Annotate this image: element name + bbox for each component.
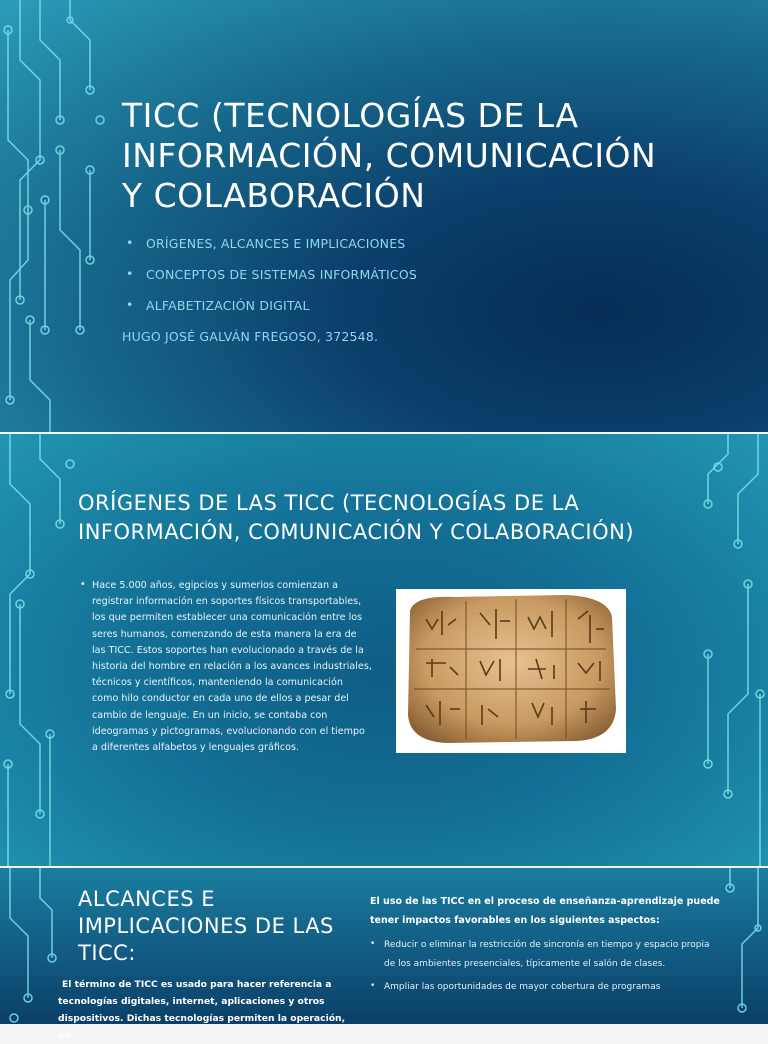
circuit-decoration-right xyxy=(718,868,768,1024)
circuit-decoration-left xyxy=(0,868,60,1024)
impact-list xyxy=(370,936,720,1001)
circuit-decoration-left xyxy=(0,434,80,866)
body-text: El término de TICC es usado para hacer referencia a tecnologías digitales, internet, aplicaciones y otros dispositivos. Dichas tecnologías permiten la operación, en xyxy=(58,979,346,1041)
slide-origins xyxy=(0,434,768,866)
presentation-title: TICC (TECNOLOGÍAS DE LA INFORMACIÓN, COMUNICACIÓN Y COLABORACIÓN xyxy=(122,96,657,215)
topic-item: • ALFABETIZACIÓN DIGITAL xyxy=(126,298,417,329)
slide-title: ORÍGENES DE LAS TICC (TECNOLOGÍAS DE LA INFORMACIÓN, COMUNICACIÓN Y COLABORACIÓN) xyxy=(78,491,635,544)
topic-item: • ORÍGENES, ALCANCES E IMPLICACIONES xyxy=(126,236,417,267)
paragraph-item: • Hace 5.000 años, egipcios y sumerios comienzan a registrar información en soportes físicos transportables, los que permiten establecer una comunicación entre los seres humanos, comenzando de esta manera la era de las TICC. Estos soportes han evolucionado a través de la historia del hombre en relación a los avances industriales, técnicos y científicos, manteniendo la comunicación como hilo conductor en cada uno de ellos a pesar del cambio de lenguaje. En un inicio, se contaba con ideogramas y pictogramas, evolucionando con el tiempo a diferentes alfabetos y lenguajes gráficos. xyxy=(80,578,372,756)
cuneiform-tablet-icon xyxy=(396,589,626,753)
topic-item: • CONCEPTOS DE SISTEMAS INFORMÁTICOS xyxy=(126,267,417,298)
impact-item: • Reducir o eliminar la restricción de sincronía en tiempo y espacio propia de los ambientes presenciales, típicamente el salón de clases. xyxy=(370,936,720,974)
section-title: ALCANCES E IMPLICACIONES DE LAS TICC: xyxy=(78,887,334,965)
author-line: HUGO JOSÉ GALVÁN FREGOSO, 372548. xyxy=(122,329,379,344)
circuit-decoration-left xyxy=(0,0,110,432)
slide-title xyxy=(0,0,768,432)
lead-text: El uso de las TICC en el proceso de enseñanza-aprendizaje puede tener impactos favorables en los siguientes aspectos: xyxy=(370,896,720,926)
impact-item: • Ampliar las oportunidades de mayor cobertura de programas xyxy=(370,978,720,997)
topics-list xyxy=(126,236,417,329)
cuneiform-tablet-image xyxy=(396,589,626,753)
content-list xyxy=(80,578,372,756)
